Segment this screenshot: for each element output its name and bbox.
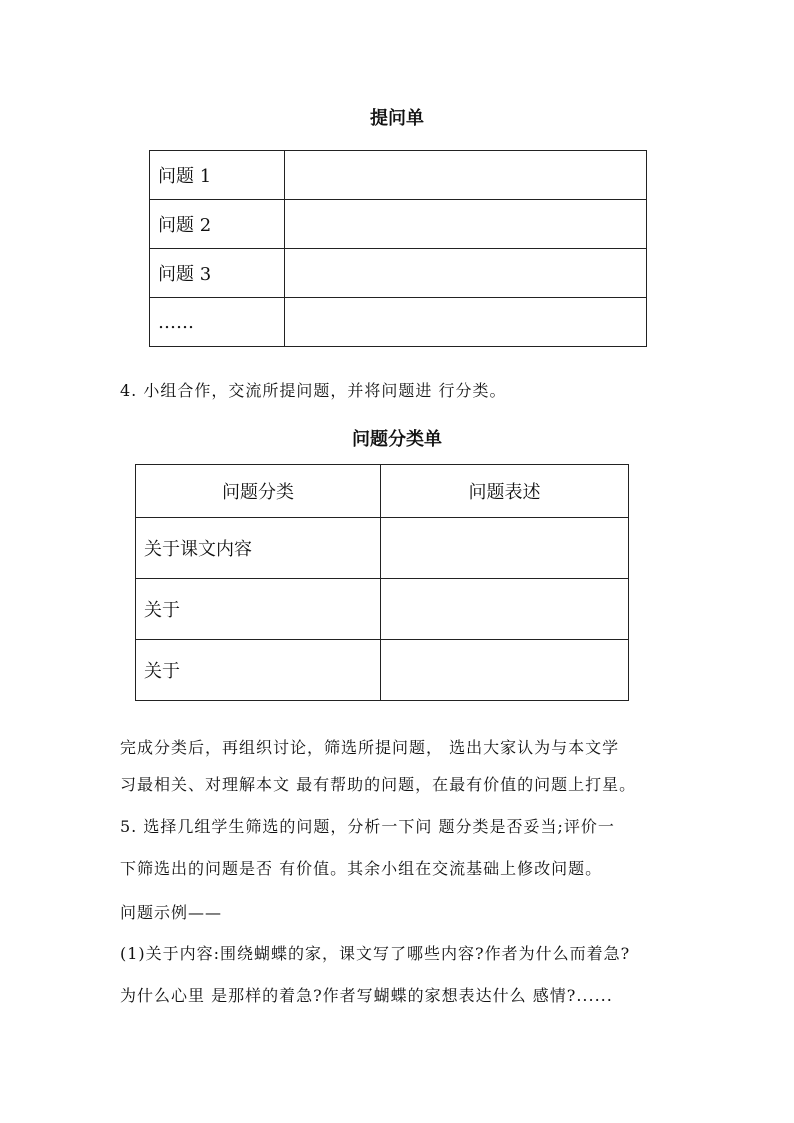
row-label: 关于: [136, 640, 381, 701]
paragraph-line: 下筛选出的问题是否 有价值。其余小组在交流基础上修改问题。: [120, 859, 603, 878]
row-label: 关于: [136, 579, 381, 640]
question-sheet-table: [149, 150, 647, 347]
row-answer-cell[interactable]: [381, 579, 629, 640]
paragraph-line: 完成分类后，再组织讨论，筛选所提问题， 选出大家认为与本文学: [120, 738, 620, 757]
column-header-category: 问题分类: [136, 465, 381, 518]
table-header-row: [136, 465, 629, 518]
table-row: [150, 249, 647, 298]
table-row: [136, 518, 629, 579]
paragraph-line: 问题示例——: [120, 903, 223, 922]
row-answer-cell[interactable]: [285, 200, 647, 249]
row-label: 问题 3: [150, 249, 285, 298]
row-answer-cell[interactable]: [381, 640, 629, 701]
paragraph-line: 习最相关、对理解本文 最有帮助的问题，在最有价值的问题上打星。: [120, 775, 637, 794]
row-label: 关于课文内容: [136, 518, 381, 579]
classification-sheet-table: [135, 464, 629, 701]
step-4-text: 4. 小组合作，交流所提问题，并将问题进 行分类。: [120, 381, 507, 400]
paragraph-line: (1)关于内容:围绕蝴蝶的家，课文写了哪些内容?作者为什么而着急?: [120, 944, 631, 963]
row-answer-cell[interactable]: [285, 151, 647, 200]
paragraph-line: 5. 选择几组学生筛选的问题，分析一下问 题分类是否妥当;评价一: [120, 817, 615, 836]
table-row: [150, 151, 647, 200]
row-label: ……: [150, 298, 285, 347]
row-answer-cell[interactable]: [285, 249, 647, 298]
table-row: [150, 200, 647, 249]
question-sheet-title: 提问单: [370, 108, 424, 129]
row-label: 问题 2: [150, 200, 285, 249]
row-label: 问题 1: [150, 151, 285, 200]
row-answer-cell[interactable]: [285, 298, 647, 347]
column-header-description: 问题表述: [381, 465, 629, 518]
table-row: [136, 640, 629, 701]
table-row: [136, 579, 629, 640]
paragraph-line: 为什么心里 是那样的着急?作者写蝴蝶的家想表达什么 感情?......: [120, 986, 613, 1005]
table-row: [150, 298, 647, 347]
row-answer-cell[interactable]: [381, 518, 629, 579]
classification-sheet-title: 问题分类单: [352, 429, 442, 450]
